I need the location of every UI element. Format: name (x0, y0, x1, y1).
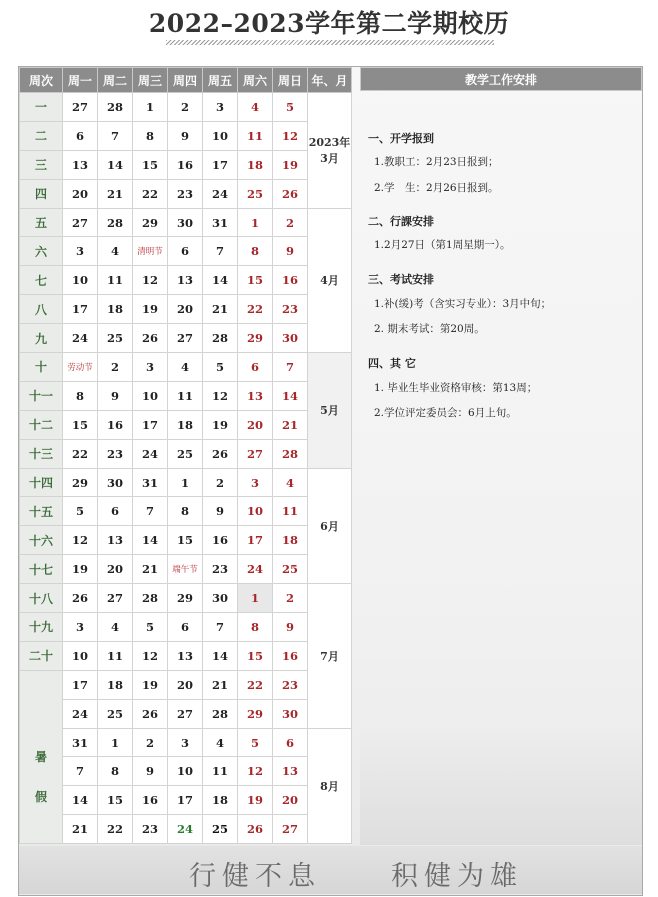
day-cell: 13 (63, 150, 98, 179)
day-cell: 9 (273, 613, 308, 642)
day-cell: 17 (63, 670, 98, 699)
day-cell: 8 (168, 497, 203, 526)
day-cell: 5 (273, 93, 308, 122)
note-line: 1.2月27日（第1周星期一）。 (374, 239, 511, 251)
day-cell: 27 (98, 584, 133, 613)
week-row (20, 815, 352, 844)
week-number: 十三 (20, 439, 63, 468)
day-cell: 3 (168, 728, 203, 757)
week-row (20, 295, 352, 324)
week-number: 五 (20, 208, 63, 237)
header-mon: 周一 (63, 68, 98, 93)
day-cell: 8 (98, 757, 133, 786)
day-cell: 13 (273, 757, 308, 786)
day-cell: 3 (238, 468, 273, 497)
day-cell: 20 (273, 786, 308, 815)
week-row (20, 613, 352, 642)
day-cell: 23 (133, 815, 168, 844)
week-number: 十七 (20, 555, 63, 584)
day-cell: 23 (273, 670, 308, 699)
week-number: 十八 (20, 584, 63, 613)
note-section-classes: 二、行課安排 (368, 215, 434, 228)
day-cell: 5 (63, 497, 98, 526)
day-cell: 15 (98, 786, 133, 815)
day-cell: 10 (168, 757, 203, 786)
note-section-registration: 一、开学报到 (368, 132, 434, 145)
day-cell: 7 (203, 613, 238, 642)
day-cell: 5 (203, 353, 238, 382)
week-row (20, 786, 352, 815)
day-cell: 16 (98, 410, 133, 439)
note-line: 2.学 生：2月26日报到。 (374, 182, 499, 194)
day-cell: 18 (203, 786, 238, 815)
day-cell: 20 (238, 410, 273, 439)
day-cell: 26 (133, 324, 168, 353)
day-cell: 4 (168, 353, 203, 382)
motto-right: 积健为雄 (391, 861, 523, 892)
day-cell: 31 (203, 208, 238, 237)
week-number: 九 (20, 324, 63, 353)
header-tue: 周二 (98, 68, 133, 93)
day-cell: 17 (63, 295, 98, 324)
day-cell: 30 (98, 468, 133, 497)
header-plan: 教学工作安排 (360, 67, 642, 91)
week-number: 七 (20, 266, 63, 295)
week-number: 六 (20, 237, 63, 266)
day-cell: 14 (98, 150, 133, 179)
day-cell: 6 (98, 497, 133, 526)
day-cell: 12 (238, 757, 273, 786)
day-cell: 24 (168, 815, 203, 844)
week-row (20, 641, 352, 670)
day-cell: 劳动节 (63, 353, 98, 382)
day-cell: 30 (168, 208, 203, 237)
header-month: 年、月 (308, 68, 352, 93)
day-cell: 10 (203, 121, 238, 150)
day-cell: 30 (273, 699, 308, 728)
day-cell: 25 (238, 179, 273, 208)
day-cell: 4 (238, 93, 273, 122)
day-cell: 19 (63, 555, 98, 584)
month-cell: 8月 (308, 728, 352, 844)
day-cell: 22 (238, 670, 273, 699)
header-week: 周次 (20, 68, 63, 93)
week-row (20, 410, 352, 439)
day-cell: 1 (98, 728, 133, 757)
page-title: 2022–2023学年第二学期校历 (148, 9, 510, 38)
vacation-char: 假 (34, 789, 47, 804)
week-row (20, 353, 352, 382)
week-row (20, 670, 352, 699)
header-sat: 周六 (238, 68, 273, 93)
day-cell: 10 (63, 641, 98, 670)
day-cell: 10 (63, 266, 98, 295)
day-cell: 4 (203, 728, 238, 757)
motto-banner (19, 846, 642, 894)
day-cell: 27 (168, 324, 203, 353)
week-row (20, 93, 352, 122)
day-cell: 21 (203, 295, 238, 324)
week-number: 四 (20, 179, 63, 208)
day-cell: 22 (98, 815, 133, 844)
day-cell: 28 (203, 699, 238, 728)
day-cell: 4 (98, 237, 133, 266)
day-cell: 21 (203, 670, 238, 699)
day-cell: 18 (98, 670, 133, 699)
day-cell: 12 (133, 641, 168, 670)
week-row (20, 266, 352, 295)
day-cell: 21 (63, 815, 98, 844)
day-cell: 12 (63, 526, 98, 555)
day-cell: 11 (238, 121, 273, 150)
day-cell: 17 (203, 150, 238, 179)
day-cell: 6 (273, 728, 308, 757)
note-section-other: 四、其 它 (368, 357, 416, 370)
day-cell: 23 (168, 179, 203, 208)
vacation-char: 暑 (34, 749, 47, 764)
day-cell: 28 (203, 324, 238, 353)
week-row (20, 699, 352, 728)
day-cell: 19 (203, 410, 238, 439)
day-cell: 9 (203, 497, 238, 526)
day-cell: 29 (238, 324, 273, 353)
day-cell: 24 (133, 439, 168, 468)
summer-vacation-label (20, 670, 63, 843)
week-row (20, 439, 352, 468)
day-cell: 27 (273, 815, 308, 844)
day-cell: 10 (133, 381, 168, 410)
week-row (20, 208, 352, 237)
day-cell: 31 (63, 728, 98, 757)
month-cell: 5月 (308, 353, 352, 469)
day-cell: 25 (203, 815, 238, 844)
day-cell: 端午节 (168, 555, 203, 584)
day-cell: 12 (273, 121, 308, 150)
note-line: 1.补(缓)考（含实习专业）：3月中旬； (374, 298, 552, 310)
day-cell: 23 (203, 555, 238, 584)
day-cell: 13 (238, 381, 273, 410)
day-cell: 22 (133, 179, 168, 208)
week-number: 八 (20, 295, 63, 324)
day-cell: 1 (238, 584, 273, 613)
day-cell: 27 (63, 208, 98, 237)
day-cell: 29 (238, 699, 273, 728)
day-cell: 8 (238, 613, 273, 642)
day-cell: 16 (133, 786, 168, 815)
week-row (20, 555, 352, 584)
note-section-exams: 三、考试安排 (368, 273, 434, 286)
day-cell: 11 (168, 381, 203, 410)
day-cell: 17 (238, 526, 273, 555)
day-cell: 11 (98, 266, 133, 295)
day-cell: 20 (98, 555, 133, 584)
day-cell: 17 (133, 410, 168, 439)
day-cell: 26 (203, 439, 238, 468)
week-number: 二十 (20, 641, 63, 670)
week-row (20, 584, 352, 613)
day-cell: 19 (133, 295, 168, 324)
week-row (20, 237, 352, 266)
week-row (20, 324, 352, 353)
day-cell: 13 (98, 526, 133, 555)
day-cell: 10 (238, 497, 273, 526)
day-cell: 29 (63, 468, 98, 497)
day-cell: 9 (98, 381, 133, 410)
week-number: 十二 (20, 410, 63, 439)
calendar-table (19, 67, 352, 844)
day-cell: 15 (133, 150, 168, 179)
day-cell: 24 (63, 699, 98, 728)
day-cell: 7 (98, 121, 133, 150)
day-cell: 22 (63, 439, 98, 468)
day-cell: 24 (238, 555, 273, 584)
day-cell: 21 (98, 179, 133, 208)
day-cell: 12 (133, 266, 168, 295)
week-number: 十 (20, 353, 63, 382)
day-cell: 29 (133, 208, 168, 237)
note-line: 2. 期末考试：第20周。 (374, 323, 485, 335)
day-cell: 27 (168, 699, 203, 728)
header-fri: 周五 (203, 68, 238, 93)
day-cell: 19 (133, 670, 168, 699)
day-cell: 6 (168, 237, 203, 266)
day-cell: 26 (238, 815, 273, 844)
week-number: 十四 (20, 468, 63, 497)
day-cell: 9 (168, 121, 203, 150)
day-cell: 6 (238, 353, 273, 382)
day-cell: 15 (238, 641, 273, 670)
day-cell: 26 (63, 584, 98, 613)
day-cell: 25 (273, 555, 308, 584)
day-cell: 1 (133, 93, 168, 122)
week-number: 十一 (20, 381, 63, 410)
day-cell: 5 (133, 613, 168, 642)
day-cell: 5 (238, 728, 273, 757)
day-cell: 3 (203, 93, 238, 122)
week-row (20, 757, 352, 786)
day-cell: 25 (98, 324, 133, 353)
day-cell: 2 (273, 584, 308, 613)
day-cell: 8 (238, 237, 273, 266)
day-cell: 9 (133, 757, 168, 786)
day-cell: 7 (63, 757, 98, 786)
note-line: 1.教职工：2月23日报到； (374, 156, 499, 168)
motto-left: 行健不息 (189, 861, 321, 892)
day-cell: 14 (203, 266, 238, 295)
day-cell: 11 (273, 497, 308, 526)
header-wed: 周三 (133, 68, 168, 93)
day-cell: 8 (133, 121, 168, 150)
day-cell: 15 (168, 526, 203, 555)
day-cell: 2 (203, 468, 238, 497)
day-cell: 28 (98, 208, 133, 237)
week-number: 十六 (20, 526, 63, 555)
month-cell: 2023年 3月 (308, 93, 352, 209)
day-cell: 14 (133, 526, 168, 555)
day-cell: 23 (273, 295, 308, 324)
week-row (20, 381, 352, 410)
day-cell: 2 (168, 93, 203, 122)
day-cell: 1 (238, 208, 273, 237)
day-cell: 27 (238, 439, 273, 468)
day-cell: 30 (273, 324, 308, 353)
day-cell: 18 (238, 150, 273, 179)
day-cell: 28 (133, 584, 168, 613)
month-cell: 6月 (308, 468, 352, 584)
header-sun: 周日 (273, 68, 308, 93)
teaching-plan-notes (360, 92, 642, 842)
month-cell: 4月 (308, 208, 352, 352)
day-cell: 16 (168, 150, 203, 179)
day-cell: 3 (63, 613, 98, 642)
day-cell: 3 (63, 237, 98, 266)
week-row (20, 150, 352, 179)
day-cell: 15 (238, 266, 273, 295)
week-row (20, 526, 352, 555)
day-cell: 24 (63, 324, 98, 353)
week-number: 一 (20, 93, 63, 122)
day-cell: 17 (168, 786, 203, 815)
day-cell: 16 (273, 266, 308, 295)
day-cell: 18 (273, 526, 308, 555)
day-cell: 12 (203, 381, 238, 410)
day-cell: 21 (133, 555, 168, 584)
day-cell: 8 (63, 381, 98, 410)
day-cell: 21 (273, 410, 308, 439)
day-cell: 6 (63, 121, 98, 150)
day-cell: 2 (133, 728, 168, 757)
week-number: 十五 (20, 497, 63, 526)
day-cell: 25 (168, 439, 203, 468)
day-cell: 4 (273, 468, 308, 497)
header-row (20, 68, 352, 93)
day-cell: 18 (98, 295, 133, 324)
day-cell: 22 (238, 295, 273, 324)
day-cell: 1 (168, 468, 203, 497)
day-cell: 16 (273, 641, 308, 670)
day-cell: 27 (63, 93, 98, 122)
day-cell: 14 (203, 641, 238, 670)
day-cell: 2 (273, 208, 308, 237)
day-cell: 13 (168, 641, 203, 670)
day-cell: 19 (238, 786, 273, 815)
week-row (20, 468, 352, 497)
day-cell: 7 (273, 353, 308, 382)
day-cell: 2 (98, 353, 133, 382)
note-line: 1. 毕业生毕业资格审核：第13周； (374, 382, 538, 394)
week-number: 三 (20, 150, 63, 179)
month-cell: 7月 (308, 584, 352, 728)
week-row (20, 497, 352, 526)
day-cell: 31 (133, 468, 168, 497)
day-cell: 28 (98, 93, 133, 122)
day-cell: 29 (168, 584, 203, 613)
note-line: 2.学位评定委员会：6月上旬。 (374, 407, 517, 419)
day-cell: 11 (98, 641, 133, 670)
day-cell: 3 (133, 353, 168, 382)
day-cell: 11 (203, 757, 238, 786)
day-cell: 清明节 (133, 237, 168, 266)
title-divider (166, 40, 494, 45)
day-cell: 15 (63, 410, 98, 439)
week-row (20, 121, 352, 150)
day-cell: 14 (63, 786, 98, 815)
day-cell: 16 (203, 526, 238, 555)
day-cell: 20 (168, 295, 203, 324)
day-cell: 7 (203, 237, 238, 266)
day-cell: 9 (273, 237, 308, 266)
week-row (20, 179, 352, 208)
day-cell: 30 (203, 584, 238, 613)
day-cell: 28 (273, 439, 308, 468)
day-cell: 23 (98, 439, 133, 468)
week-number: 二 (20, 121, 63, 150)
day-cell: 26 (133, 699, 168, 728)
day-cell: 14 (273, 381, 308, 410)
day-cell: 26 (273, 179, 308, 208)
day-cell: 25 (98, 699, 133, 728)
day-cell: 20 (168, 670, 203, 699)
day-cell: 7 (133, 497, 168, 526)
day-cell: 20 (63, 179, 98, 208)
week-row (20, 728, 352, 757)
day-cell: 18 (168, 410, 203, 439)
week-number: 十九 (20, 613, 63, 642)
day-cell: 4 (98, 613, 133, 642)
day-cell: 6 (168, 613, 203, 642)
day-cell: 19 (273, 150, 308, 179)
day-cell: 13 (168, 266, 203, 295)
header-thu: 周四 (168, 68, 203, 93)
day-cell: 24 (203, 179, 238, 208)
